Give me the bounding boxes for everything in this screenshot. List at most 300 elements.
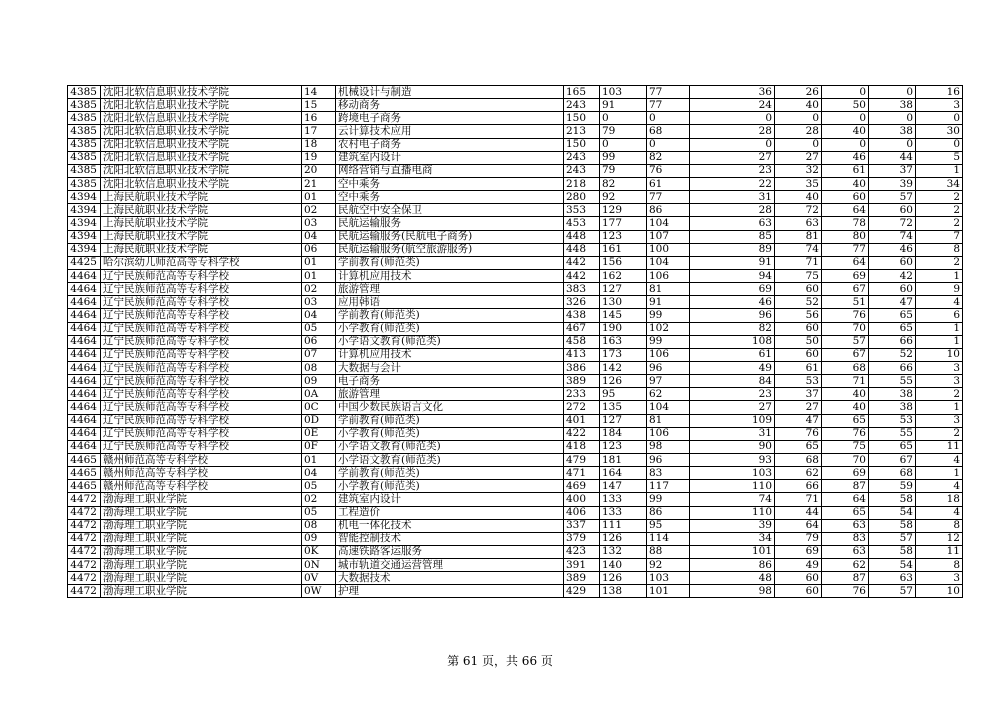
cell-stat-a: 74 — [690, 493, 775, 506]
cell-stat-c: 83 — [822, 532, 869, 545]
cell-stat-a: 110 — [690, 480, 775, 493]
cell-major-name: 智能控制技术 — [336, 532, 564, 545]
cell-major-name: 城市轨道交通运营管理 — [336, 559, 564, 572]
cell-stat-a: 96 — [690, 309, 775, 322]
cell-major-name: 空中乘务 — [336, 177, 564, 190]
cell-stat-e: 10 — [916, 348, 963, 361]
cell-major-code: 20 — [302, 164, 336, 177]
cell-stat-b: 79 — [775, 532, 822, 545]
cell-major-name: 旅游管理 — [336, 388, 564, 401]
cell-major-code: 06 — [302, 243, 336, 256]
cell-stat-e: 1 — [916, 269, 963, 282]
cell-school-name: 辽宁民族师范高等专科学校 — [101, 375, 302, 388]
cell-school-name: 沈阳北软信息职业技术学院 — [101, 86, 302, 99]
cell-stat-e: 34 — [916, 177, 963, 190]
cell-stat-d: 67 — [869, 453, 916, 466]
cell-school-name: 渤海理工职业学院 — [101, 572, 302, 585]
cell-major-code: 01 — [302, 191, 336, 204]
cell-school-name: 沈阳北软信息职业技术学院 — [101, 164, 302, 177]
cell-stat-c: 70 — [822, 453, 869, 466]
cell-major-name: 网络营销与直播电商 — [336, 164, 564, 177]
cell-stat-e: 2 — [916, 256, 963, 269]
cell-plan-count: 337 — [564, 519, 600, 532]
cell-stat-a: 61 — [690, 348, 775, 361]
cell-plan-count: 423 — [564, 545, 600, 558]
cell-enroll-count: 126 — [600, 532, 647, 545]
cell-school-code: 4464 — [68, 322, 101, 335]
cell-enroll-count: 190 — [600, 322, 647, 335]
cell-min-score: 82 — [647, 151, 690, 164]
cell-plan-count: 422 — [564, 427, 600, 440]
cell-min-score: 0 — [647, 112, 690, 125]
cell-major-name: 小学语文教育(师范类) — [336, 440, 564, 453]
cell-school-code: 4385 — [68, 164, 101, 177]
cell-school-name: 沈阳北软信息职业技术学院 — [101, 177, 302, 190]
cell-stat-b: 40 — [775, 99, 822, 112]
cell-min-score: 77 — [647, 191, 690, 204]
cell-stat-a: 94 — [690, 269, 775, 282]
table-row — [68, 480, 963, 493]
cell-stat-d: 39 — [869, 177, 916, 190]
cell-stat-d: 63 — [869, 572, 916, 585]
cell-stat-c: 50 — [822, 99, 869, 112]
cell-stat-a: 46 — [690, 296, 775, 309]
cell-major-name: 学前教育(师范类) — [336, 467, 564, 480]
cell-stat-d: 37 — [869, 164, 916, 177]
cell-stat-e: 4 — [916, 296, 963, 309]
cell-stat-d: 38 — [869, 99, 916, 112]
cell-stat-b: 47 — [775, 414, 822, 427]
cell-plan-count: 243 — [564, 99, 600, 112]
cell-major-code: 0E — [302, 427, 336, 440]
cell-stat-c: 68 — [822, 361, 869, 374]
cell-stat-c: 40 — [822, 401, 869, 414]
table-row — [68, 309, 963, 322]
cell-school-code: 4394 — [68, 191, 101, 204]
cell-stat-a: 109 — [690, 414, 775, 427]
cell-school-code: 4394 — [68, 217, 101, 230]
cell-stat-d: 57 — [869, 191, 916, 204]
cell-stat-e: 10 — [916, 585, 963, 598]
cell-stat-c: 76 — [822, 309, 869, 322]
cell-major-name: 小学语文教育(师范类) — [336, 453, 564, 466]
cell-enroll-count: 133 — [600, 493, 647, 506]
cell-major-name: 电子商务 — [336, 375, 564, 388]
cell-stat-a: 27 — [690, 151, 775, 164]
table-row — [68, 296, 963, 309]
cell-stat-d: 60 — [869, 204, 916, 217]
cell-stat-e: 3 — [916, 375, 963, 388]
cell-school-name: 赣州师范高等专科学校 — [101, 467, 302, 480]
cell-plan-count: 379 — [564, 532, 600, 545]
cell-stat-e: 2 — [916, 217, 963, 230]
cell-stat-b: 0 — [775, 138, 822, 151]
cell-enroll-count: 181 — [600, 453, 647, 466]
cell-school-code: 4472 — [68, 545, 101, 558]
cell-enroll-count: 95 — [600, 388, 647, 401]
cell-stat-b: 61 — [775, 361, 822, 374]
cell-stat-e: 1 — [916, 164, 963, 177]
cell-major-code: 0K — [302, 545, 336, 558]
cell-stat-c: 75 — [822, 440, 869, 453]
cell-stat-c: 63 — [822, 545, 869, 558]
cell-min-score: 76 — [647, 164, 690, 177]
cell-stat-c: 67 — [822, 283, 869, 296]
cell-major-name: 民航运输服务(航空旅游服务) — [336, 243, 564, 256]
cell-enroll-count: 130 — [600, 296, 647, 309]
cell-school-code: 4472 — [68, 532, 101, 545]
cell-stat-b: 32 — [775, 164, 822, 177]
table-row — [68, 217, 963, 230]
cell-stat-d: 60 — [869, 283, 916, 296]
cell-min-score: 91 — [647, 296, 690, 309]
cell-major-name: 学前教育(师范类) — [336, 309, 564, 322]
cell-min-score: 62 — [647, 388, 690, 401]
cell-min-score: 101 — [647, 585, 690, 598]
cell-stat-e: 8 — [916, 519, 963, 532]
cell-min-score: 0 — [647, 138, 690, 151]
cell-stat-a: 0 — [690, 138, 775, 151]
score-table — [67, 85, 963, 598]
cell-stat-e: 5 — [916, 151, 963, 164]
cell-stat-d: 53 — [869, 414, 916, 427]
cell-stat-b: 65 — [775, 440, 822, 453]
cell-min-score: 77 — [647, 86, 690, 99]
table-row — [68, 86, 963, 99]
cell-stat-e: 2 — [916, 388, 963, 401]
cell-school-name: 沈阳北软信息职业技术学院 — [101, 138, 302, 151]
cell-stat-d: 60 — [869, 256, 916, 269]
cell-stat-c: 64 — [822, 256, 869, 269]
cell-stat-e: 11 — [916, 440, 963, 453]
cell-min-score: 99 — [647, 493, 690, 506]
cell-stat-d: 44 — [869, 151, 916, 164]
cell-plan-count: 471 — [564, 467, 600, 480]
cell-major-name: 小学教育(师范类) — [336, 427, 564, 440]
cell-enroll-count: 123 — [600, 230, 647, 243]
cell-min-score: 100 — [647, 243, 690, 256]
cell-min-score: 98 — [647, 440, 690, 453]
cell-major-name: 工程造价 — [336, 506, 564, 519]
table-row — [68, 467, 963, 480]
cell-min-score: 99 — [647, 335, 690, 348]
cell-school-name: 辽宁民族师范高等专科学校 — [101, 296, 302, 309]
cell-school-name: 渤海理工职业学院 — [101, 519, 302, 532]
table-row — [68, 348, 963, 361]
cell-stat-b: 68 — [775, 453, 822, 466]
table-row — [68, 322, 963, 335]
cell-stat-e: 4 — [916, 480, 963, 493]
cell-stat-a: 31 — [690, 427, 775, 440]
cell-min-score: 104 — [647, 256, 690, 269]
cell-stat-e: 11 — [916, 545, 963, 558]
table-row — [68, 388, 963, 401]
cell-school-code: 4472 — [68, 559, 101, 572]
cell-school-name: 辽宁民族师范高等专科学校 — [101, 309, 302, 322]
table-row — [68, 585, 963, 598]
cell-school-name: 哈尔滨幼儿师范高等专科学校 — [101, 256, 302, 269]
cell-major-code: 03 — [302, 217, 336, 230]
cell-plan-count: 448 — [564, 243, 600, 256]
cell-school-code: 4472 — [68, 572, 101, 585]
cell-stat-c: 67 — [822, 348, 869, 361]
cell-school-code: 4385 — [68, 151, 101, 164]
cell-major-name: 空中乘务 — [336, 191, 564, 204]
cell-school-name: 上海民航职业技术学院 — [101, 204, 302, 217]
cell-school-name: 辽宁民族师范高等专科学校 — [101, 427, 302, 440]
cell-enroll-count: 161 — [600, 243, 647, 256]
cell-major-code: 04 — [302, 230, 336, 243]
table-row — [68, 164, 963, 177]
cell-stat-e: 16 — [916, 86, 963, 99]
cell-school-code: 4464 — [68, 335, 101, 348]
cell-major-code: 03 — [302, 296, 336, 309]
cell-stat-c: 87 — [822, 480, 869, 493]
cell-enroll-count: 173 — [600, 348, 647, 361]
cell-stat-a: 23 — [690, 388, 775, 401]
cell-stat-a: 85 — [690, 230, 775, 243]
cell-major-name: 小学教育(师范类) — [336, 480, 564, 493]
cell-plan-count: 386 — [564, 361, 600, 374]
cell-min-score: 77 — [647, 99, 690, 112]
cell-major-code: 08 — [302, 361, 336, 374]
cell-min-score: 61 — [647, 177, 690, 190]
cell-stat-c: 70 — [822, 322, 869, 335]
cell-enroll-count: 82 — [600, 177, 647, 190]
cell-plan-count: 458 — [564, 335, 600, 348]
cell-min-score: 104 — [647, 217, 690, 230]
cell-school-code: 4472 — [68, 506, 101, 519]
cell-school-code: 4394 — [68, 204, 101, 217]
cell-stat-e: 8 — [916, 243, 963, 256]
cell-stat-b: 72 — [775, 204, 822, 217]
cell-major-name: 旅游管理 — [336, 283, 564, 296]
cell-plan-count: 383 — [564, 283, 600, 296]
table-row — [68, 572, 963, 585]
cell-plan-count: 442 — [564, 269, 600, 282]
cell-stat-e: 2 — [916, 191, 963, 204]
cell-stat-a: 89 — [690, 243, 775, 256]
cell-plan-count: 389 — [564, 572, 600, 585]
cell-major-name: 护理 — [336, 585, 564, 598]
cell-enroll-count: 162 — [600, 269, 647, 282]
cell-min-score: 97 — [647, 375, 690, 388]
cell-major-name: 建筑室内设计 — [336, 493, 564, 506]
cell-major-name: 大数据与会计 — [336, 361, 564, 374]
cell-min-score: 102 — [647, 322, 690, 335]
cell-plan-count: 150 — [564, 112, 600, 125]
cell-stat-d: 42 — [869, 269, 916, 282]
cell-min-score: 92 — [647, 559, 690, 572]
cell-school-name: 渤海理工职业学院 — [101, 506, 302, 519]
cell-major-code: 01 — [302, 269, 336, 282]
cell-school-code: 4464 — [68, 388, 101, 401]
cell-plan-count: 391 — [564, 559, 600, 572]
cell-stat-a: 108 — [690, 335, 775, 348]
cell-school-code: 4464 — [68, 414, 101, 427]
cell-stat-e: 1 — [916, 401, 963, 414]
cell-plan-count: 406 — [564, 506, 600, 519]
cell-major-name: 计算机应用技术 — [336, 269, 564, 282]
cell-min-score: 68 — [647, 125, 690, 138]
cell-min-score: 117 — [647, 480, 690, 493]
cell-stat-b: 35 — [775, 177, 822, 190]
cell-stat-c: 71 — [822, 375, 869, 388]
cell-plan-count: 280 — [564, 191, 600, 204]
cell-major-name: 小学语文教育(师范类) — [336, 335, 564, 348]
table-row — [68, 99, 963, 112]
cell-stat-c: 80 — [822, 230, 869, 243]
cell-school-code: 4385 — [68, 86, 101, 99]
cell-stat-b: 37 — [775, 388, 822, 401]
cell-major-name: 机械设计与制造 — [336, 86, 564, 99]
cell-min-score: 81 — [647, 283, 690, 296]
cell-plan-count: 442 — [564, 256, 600, 269]
cell-school-code: 4464 — [68, 309, 101, 322]
cell-stat-a: 69 — [690, 283, 775, 296]
cell-major-name: 计算机应用技术 — [336, 348, 564, 361]
cell-stat-e: 4 — [916, 506, 963, 519]
cell-enroll-count: 147 — [600, 480, 647, 493]
cell-enroll-count: 177 — [600, 217, 647, 230]
cell-min-score: 95 — [647, 519, 690, 532]
cell-enroll-count: 103 — [600, 86, 647, 99]
cell-stat-a: 98 — [690, 585, 775, 598]
cell-enroll-count: 126 — [600, 572, 647, 585]
cell-major-code: 0A — [302, 388, 336, 401]
cell-major-code: 05 — [302, 480, 336, 493]
cell-enroll-count: 145 — [600, 309, 647, 322]
cell-school-code: 4464 — [68, 440, 101, 453]
cell-school-name: 辽宁民族师范高等专科学校 — [101, 322, 302, 335]
cell-stat-b: 60 — [775, 572, 822, 585]
cell-major-name: 跨境电子商务 — [336, 112, 564, 125]
cell-stat-b: 69 — [775, 545, 822, 558]
cell-stat-e: 0 — [916, 138, 963, 151]
cell-stat-b: 60 — [775, 322, 822, 335]
cell-stat-a: 28 — [690, 204, 775, 217]
cell-stat-e: 3 — [916, 361, 963, 374]
cell-school-name: 沈阳北软信息职业技术学院 — [101, 151, 302, 164]
cell-plan-count: 453 — [564, 217, 600, 230]
cell-stat-d: 0 — [869, 86, 916, 99]
cell-min-score: 107 — [647, 230, 690, 243]
cell-stat-d: 66 — [869, 361, 916, 374]
cell-stat-b: 60 — [775, 585, 822, 598]
cell-stat-d: 54 — [869, 506, 916, 519]
cell-stat-d: 0 — [869, 138, 916, 151]
cell-major-code: 19 — [302, 151, 336, 164]
cell-min-score: 86 — [647, 506, 690, 519]
cell-enroll-count: 0 — [600, 138, 647, 151]
cell-major-code: 16 — [302, 112, 336, 125]
cell-enroll-count: 79 — [600, 164, 647, 177]
cell-stat-b: 49 — [775, 559, 822, 572]
cell-major-code: 05 — [302, 506, 336, 519]
cell-school-code: 4385 — [68, 177, 101, 190]
cell-school-code: 4385 — [68, 99, 101, 112]
cell-stat-d: 38 — [869, 401, 916, 414]
cell-enroll-count: 156 — [600, 256, 647, 269]
cell-stat-d: 58 — [869, 493, 916, 506]
cell-school-code: 4464 — [68, 427, 101, 440]
cell-school-name: 辽宁民族师范高等专科学校 — [101, 401, 302, 414]
cell-stat-a: 90 — [690, 440, 775, 453]
cell-stat-c: 65 — [822, 506, 869, 519]
cell-stat-b: 66 — [775, 480, 822, 493]
cell-school-code: 4394 — [68, 243, 101, 256]
cell-major-name: 大数据技术 — [336, 572, 564, 585]
cell-stat-a: 23 — [690, 164, 775, 177]
cell-min-score: 99 — [647, 309, 690, 322]
cell-stat-b: 60 — [775, 283, 822, 296]
cell-stat-c: 62 — [822, 559, 869, 572]
cell-stat-b: 76 — [775, 427, 822, 440]
cell-major-name: 中国少数民族语言文化 — [336, 401, 564, 414]
cell-plan-count: 429 — [564, 585, 600, 598]
cell-stat-c: 69 — [822, 467, 869, 480]
table-row — [68, 506, 963, 519]
cell-min-score: 83 — [647, 467, 690, 480]
table-row — [68, 138, 963, 151]
cell-stat-a: 101 — [690, 545, 775, 558]
cell-school-code: 4464 — [68, 401, 101, 414]
cell-min-score: 106 — [647, 427, 690, 440]
cell-stat-e: 4 — [916, 453, 963, 466]
cell-major-name: 民航运输服务(民航电子商务) — [336, 230, 564, 243]
cell-stat-b: 50 — [775, 335, 822, 348]
cell-stat-d: 72 — [869, 217, 916, 230]
cell-min-score: 88 — [647, 545, 690, 558]
cell-school-name: 上海民航职业技术学院 — [101, 217, 302, 230]
cell-school-name: 渤海理工职业学院 — [101, 545, 302, 558]
cell-stat-b: 26 — [775, 86, 822, 99]
cell-stat-a: 49 — [690, 361, 775, 374]
cell-plan-count: 353 — [564, 204, 600, 217]
table-row — [68, 335, 963, 348]
cell-stat-a: 22 — [690, 177, 775, 190]
cell-major-name: 应用韩语 — [336, 296, 564, 309]
cell-stat-b: 52 — [775, 296, 822, 309]
cell-stat-c: 87 — [822, 572, 869, 585]
cell-stat-b: 27 — [775, 151, 822, 164]
cell-stat-d: 58 — [869, 519, 916, 532]
cell-enroll-count: 184 — [600, 427, 647, 440]
cell-school-name: 辽宁民族师范高等专科学校 — [101, 283, 302, 296]
cell-stat-a: 63 — [690, 217, 775, 230]
cell-enroll-count: 140 — [600, 559, 647, 572]
cell-stat-e: 3 — [916, 99, 963, 112]
table-row — [68, 125, 963, 138]
cell-stat-d: 47 — [869, 296, 916, 309]
cell-stat-d: 65 — [869, 322, 916, 335]
cell-min-score: 106 — [647, 269, 690, 282]
cell-stat-a: 93 — [690, 453, 775, 466]
cell-plan-count: 400 — [564, 493, 600, 506]
cell-school-code: 4464 — [68, 361, 101, 374]
cell-enroll-count: 129 — [600, 204, 647, 217]
cell-enroll-count: 164 — [600, 467, 647, 480]
cell-stat-c: 0 — [822, 86, 869, 99]
cell-stat-d: 58 — [869, 545, 916, 558]
cell-stat-d: 0 — [869, 112, 916, 125]
cell-school-name: 渤海理工职业学院 — [101, 559, 302, 572]
cell-stat-a: 0 — [690, 112, 775, 125]
cell-major-name: 民航运输服务 — [336, 217, 564, 230]
cell-stat-c: 77 — [822, 243, 869, 256]
cell-plan-count: 418 — [564, 440, 600, 453]
table-row — [68, 269, 963, 282]
